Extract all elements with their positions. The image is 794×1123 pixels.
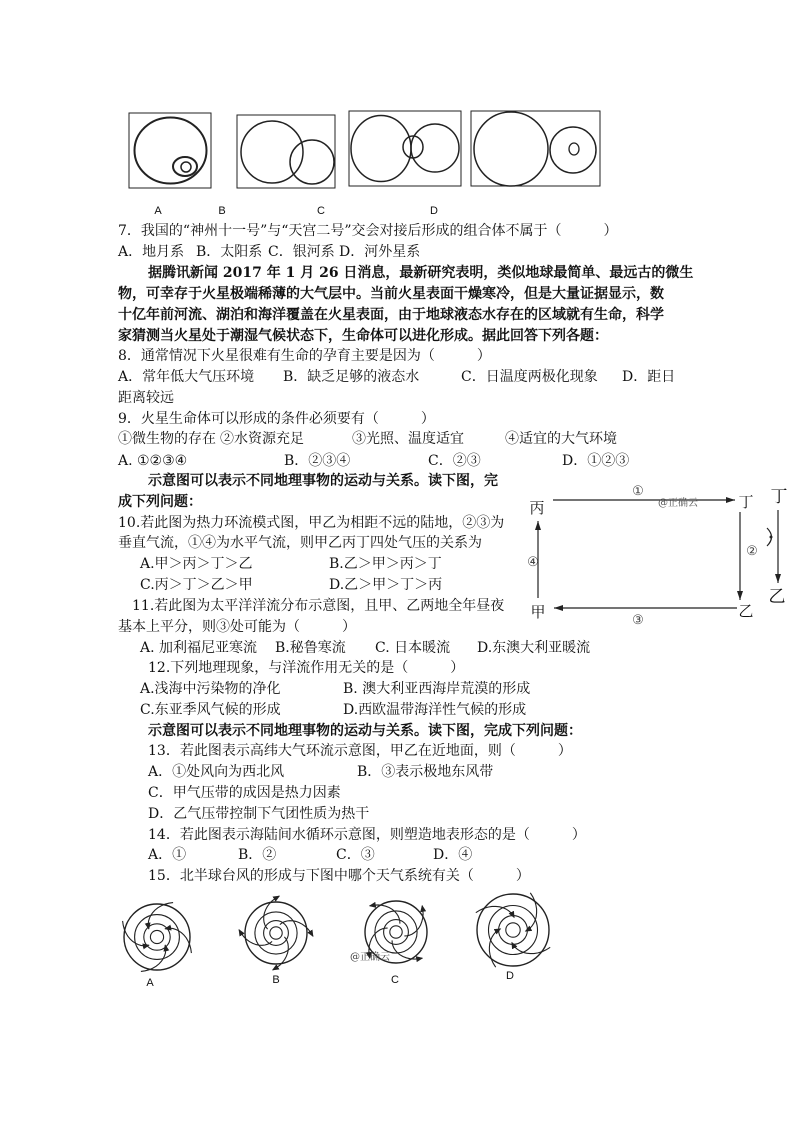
section-intro-line: 示意图可以表示不同地理事物的运动与关系。读下图，完 bbox=[148, 473, 498, 489]
orbit-diagram-d bbox=[471, 111, 600, 186]
q8-option-a: A．常年低大气压环境 bbox=[118, 369, 255, 385]
inner-system-circle bbox=[181, 162, 191, 172]
weather-label-d: D bbox=[506, 970, 514, 982]
isobar-ring bbox=[135, 915, 180, 960]
outer-system-circle bbox=[135, 118, 207, 184]
isobar-ring bbox=[245, 902, 307, 964]
q11-option-b: B.秘鲁寒流 bbox=[275, 640, 346, 656]
weather-label-c: C bbox=[391, 974, 399, 986]
small-system-circle bbox=[569, 143, 579, 155]
arrow-number-3: ③ bbox=[632, 613, 644, 628]
q10-option-c: C.丙＞丁＞乙＞甲 bbox=[140, 577, 253, 593]
isobar-ring bbox=[144, 924, 170, 950]
q11-stem-line: 基本上平分，则③处可能为（ ） bbox=[118, 619, 356, 635]
q11-option-a: A. 加利福尼亚寒流 bbox=[140, 640, 258, 656]
weather-label-a: A bbox=[146, 977, 154, 989]
q7-option-c: C．银河系 bbox=[268, 244, 335, 260]
q9-condition-3: ③光照、温度适宜 bbox=[352, 431, 464, 447]
circulation-diagram bbox=[527, 484, 758, 628]
q10-option-d: D.乙＞甲＞丁＞丙 bbox=[329, 577, 443, 593]
q13-option-a: A．①处风向为西北风 bbox=[148, 764, 285, 780]
fragment-dot bbox=[770, 536, 773, 539]
q8-stem: 8．通常情况下火星很难有生命的孕育主要是因为（ ） bbox=[118, 348, 491, 364]
diagram-frame bbox=[129, 113, 211, 188]
q7-option-a: A．地月系 bbox=[118, 244, 185, 260]
arrow-number-4: ④ bbox=[527, 555, 539, 570]
isobar-ring bbox=[489, 906, 538, 955]
q15-stem: 15．北半球台风的形成与下图中哪个天气系统有关（ ） bbox=[148, 868, 530, 884]
fragment-label-yi: 乙 bbox=[768, 587, 786, 607]
orbit-diagram-a bbox=[129, 113, 211, 188]
corner-label-bing: 丙 bbox=[529, 499, 545, 517]
q12-option-b: B. 澳大利亚西海岸荒漠的形成 bbox=[343, 681, 531, 697]
weather-label-b: B bbox=[272, 974, 280, 986]
q14-option-c: C．③ bbox=[336, 847, 375, 863]
right-system-circle bbox=[411, 124, 459, 172]
isobar-ring bbox=[506, 923, 520, 937]
orbit-diagram-c bbox=[349, 111, 461, 186]
q13-option-d: D．乙气压带控制下气团性质为热干 bbox=[148, 806, 370, 822]
middle-system-circle bbox=[173, 157, 197, 176]
q7-option-d: D．河外星系 bbox=[339, 244, 421, 260]
diagram-frame bbox=[237, 115, 335, 188]
passage-line: 十亿年前河流、湖泊和海洋覆盖在火星表面，由于地球液态水存在的区域就有生命，科学 bbox=[118, 307, 664, 323]
q8-option-d: D．距日距离较远 bbox=[118, 369, 676, 406]
q13-option-b: B．③表示极地东风带 bbox=[357, 764, 494, 780]
isobar-ring bbox=[390, 926, 402, 938]
q10-option-b: B.乙＞甲＞丙＞丁 bbox=[329, 556, 442, 572]
medium-system-circle bbox=[550, 127, 596, 173]
diagram-frame bbox=[349, 111, 461, 186]
q12-option-a: A.浅海中污染物的净化 bbox=[140, 681, 281, 697]
isobar-ring bbox=[375, 911, 417, 953]
section-intro-line: 示意图可以表示不同地理事物的运动与关系。读下图，完成下列问题： bbox=[148, 723, 582, 739]
isobar-ring bbox=[499, 916, 528, 945]
q10-stem-line: 垂直气流，①④为水平气流，则甲乙丙丁四处气压的关系为 bbox=[118, 535, 482, 551]
fragment-label-ding: 丁 bbox=[770, 487, 788, 507]
q9-option-b: B．②③④ bbox=[284, 453, 351, 469]
q10-stem-line: 10.若此图为热力环流模式图，甲乙为相距不远的陆地，②③为 bbox=[118, 515, 505, 531]
q14-option-d: D．④ bbox=[433, 847, 473, 863]
orbit-label-b: B bbox=[218, 205, 226, 217]
weather-system-diagram-d bbox=[476, 893, 550, 967]
isobar-ring bbox=[270, 927, 282, 939]
left-system-circle bbox=[351, 116, 411, 182]
weather-system-diagram-a bbox=[123, 903, 192, 972]
isobar-ring bbox=[477, 894, 549, 966]
q14-stem: 14．若此图表示海陆间水循环示意图，则塑造地表形态的是（ ） bbox=[148, 827, 586, 843]
corner-label-jia: 甲 bbox=[530, 603, 546, 621]
q7-option-b: B．太阳系 bbox=[196, 244, 263, 260]
passage-line: 家猜测当火星处于潮湿气候状态下，生命体可以进化形成。据此回答下列各题： bbox=[118, 328, 608, 344]
orbit-label-a: A bbox=[154, 205, 162, 217]
q12-option-c: C.东亚季风气候的形成 bbox=[140, 702, 281, 718]
isobar-ring bbox=[124, 904, 190, 970]
q12-option-d: D.西欧温带海洋性气候的形成 bbox=[343, 702, 527, 718]
q14-option-b: B．② bbox=[238, 847, 277, 863]
arrow-number-2: ② bbox=[746, 544, 758, 559]
orbit-figure-labels bbox=[154, 205, 438, 217]
corner-label-yi: 乙 bbox=[738, 602, 754, 620]
small-system-circle bbox=[290, 140, 334, 184]
large-system-circle bbox=[474, 112, 548, 186]
q11-option-d: D.东澳大利亚暖流 bbox=[477, 640, 591, 656]
watermark: @正确云 bbox=[658, 498, 698, 509]
section-intro-line: 成下列问题： bbox=[118, 494, 202, 510]
weather-figure-labels bbox=[146, 970, 514, 989]
passage-line: 据腾讯新闻 2017 年 1 月 26 日消息，最新研究表明，类似地球最简单、最远古的微生 bbox=[148, 265, 694, 281]
q9-condition-4: ④适宜的大气环境 bbox=[505, 431, 617, 447]
q9-option-d: D．①②③ bbox=[562, 453, 630, 469]
isobar-ring bbox=[150, 930, 163, 943]
q13-stem: 13．若此图表示高纬大气环流示意图，甲乙在近地面，则（ ） bbox=[148, 743, 572, 759]
q9-condition-2: ②水资源充足 bbox=[220, 431, 304, 447]
watermark: @正确云 bbox=[350, 952, 390, 963]
weather-system-diagram-b bbox=[239, 896, 313, 970]
q9-stem: 9．火星生命体可以形成的条件必须要有（ ） bbox=[118, 411, 435, 427]
q9-option-c: C．②③ bbox=[428, 453, 481, 469]
arrow-number-1: ① bbox=[632, 484, 644, 499]
q8-option-c: C．日温度两极化现象 bbox=[461, 369, 598, 385]
q13-option-c: C．甲气压带的成因是热力因素 bbox=[148, 785, 341, 801]
passage-line: 物，可幸存于火星极端稀薄的大气层中。当前火星表面干燥寒冷，但是大量证据显示，数 bbox=[118, 286, 664, 302]
corner-label-ding: 丁 bbox=[738, 493, 754, 511]
q9-option-a: A. ①②③④ bbox=[118, 453, 188, 469]
q7-stem: 7．我国的“神州十一号”与“天宫二号”交会对接后形成的组合体不属于（ ） bbox=[118, 223, 618, 239]
q14-option-a: A．① bbox=[148, 847, 187, 863]
q8-options bbox=[118, 367, 680, 409]
isobar-ring bbox=[255, 912, 297, 954]
q11-option-c: C. 日本暖流 bbox=[375, 640, 451, 656]
edge-fragment bbox=[767, 487, 788, 607]
weather-system-diagrams bbox=[123, 893, 551, 972]
isobar-ring bbox=[264, 921, 289, 946]
isobar-ring bbox=[384, 920, 409, 945]
orbit-label-c: C bbox=[317, 205, 325, 217]
orbit-diagram-b bbox=[237, 115, 335, 188]
q12-stem: 12.下列地理现象，与洋流作用无关的是（ ） bbox=[148, 660, 465, 676]
q10-option-a: A.甲＞丙＞丁＞乙 bbox=[140, 556, 253, 572]
q9-condition-1: ①微生物的存在 bbox=[118, 431, 216, 447]
q11-stem-line: 11.若此图为太平洋洋流分布示意图，且甲、乙两地全年昼夜 bbox=[132, 598, 505, 614]
orbit-label-d: D bbox=[430, 205, 438, 217]
q8-option-b: B．缺乏足够的液态水 bbox=[283, 369, 420, 385]
